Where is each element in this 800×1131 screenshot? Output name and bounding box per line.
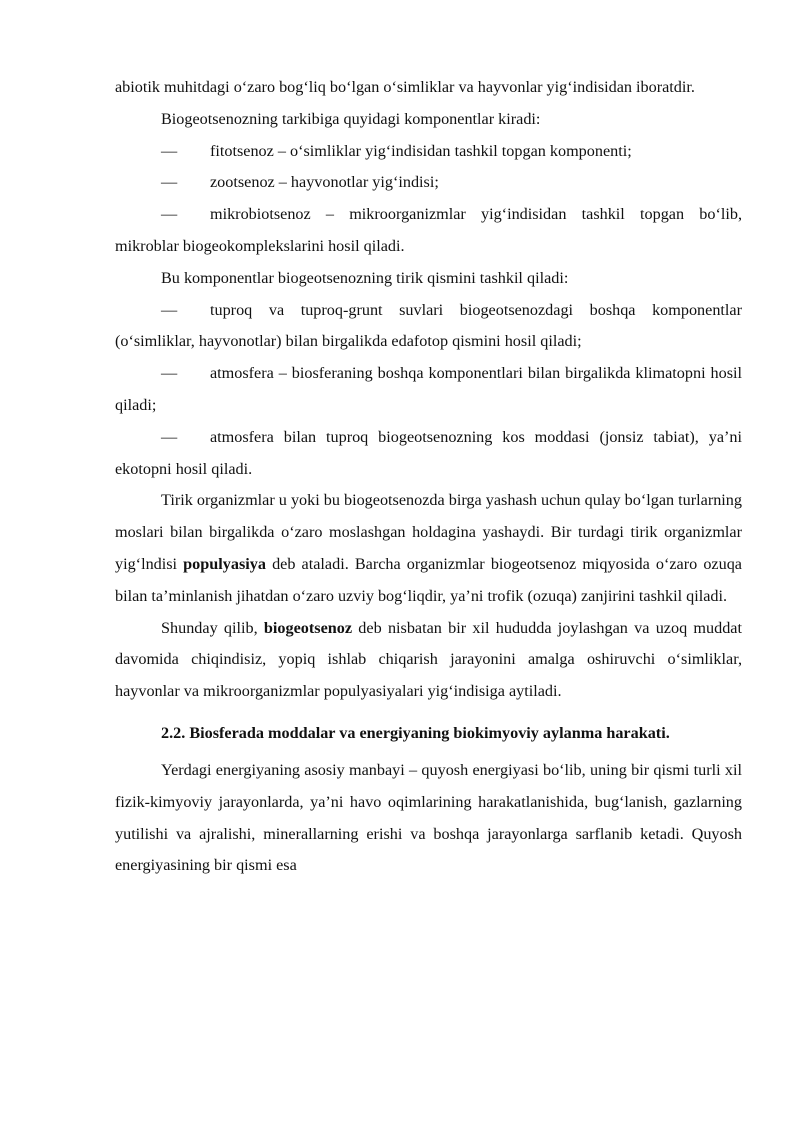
paragraph-biogeotsenoz-definition: Shunday qilib, biogeotsenoz deb nisbatan bir xil hududda joylashgan va uzoq muddat davomida chiqindisiz, yopiq ishlab chiqarish jarayonini amalga oshiruvchi o‘simliklar, hayvonlar va mikroorganizmlar populyasiyalari yig‘indisiga aytiladi. — [115, 618, 742, 701]
list-item-ekotop: — atmosfera bilan tuproq biogeotsenozning kos moddasi (jonsiz tabiat), ya’ni ekotopni hosil qiladi. — [115, 422, 742, 486]
section-heading: 2.2. Biosferada moddalar va energiyaning biokimyoviy aylanma harakati. — [161, 723, 670, 742]
paragraph-components-intro: Biogeotsenozning tarkibiga quyidagi komponentlar kiradi: — [161, 109, 541, 128]
paragraph-populyasiya: Tirik organizmlar u yoki bu biogeotsenozda birga yashash uchun qulay bo‘lgan turlarning moslari bilan birgalikda o‘zaro moslashgan holdagina yashaydi. Bir turdagi tirik organizmlar yig‘lndisi populyasiya deb ataladi. Barcha organizmlar biogeotsenoz miqyosida o‘zaro ozuqa bilan ta’minlanish jihatdan o‘zaro uzviy bog‘liqdir, ya’ni trofik (ozuqa) zanjirini tashkil qiladi. — [115, 491, 742, 605]
dash-marker: — — [161, 364, 178, 383]
paragraph-living-part: Bu komponentlar biogeotsenozning tirik qismini tashkil qiladi: — [161, 268, 569, 287]
list-item-zootsenoz: — zootsenoz – hayvonotlar yig‘indisi; — [115, 167, 742, 199]
dash-marker: — — [161, 173, 178, 192]
dash-marker: — — [161, 205, 178, 224]
list-item-atmosfera-klimatop: — atmosfera – biosferaning boshqa komponentlari bilan birgalikda klimatopni hosil qiladi; — [115, 358, 742, 422]
list-item-tuproq: — tuproq va tuproq-grunt suvlari biogeotsenozdagi boshqa komponentlar (o‘simliklar, hayvonotlar) bilan birgalikda edafotop qismini hosil qiladi; — [115, 295, 742, 359]
paragraph-continuation: abiotik muhitdagi o‘zaro bog‘liq bo‘lgan o‘simliklar va hayvonlar yig‘indisidan iboratdir. — [115, 78, 695, 96]
dash-marker: — — [161, 141, 178, 160]
dash-marker: — — [161, 300, 178, 319]
list-item-mikrobiotsenoz: — mikrobiotsenoz – mikroorganizmlar yig‘indisidan tashkil topgan bo‘lib, mikroblar biogeokomplekslarini hosil qiladi. — [115, 199, 742, 263]
page-content — [115, 72, 742, 882]
paragraph-energy-source: Yerdagi energiyaning asosiy manbayi – quyosh energiyasi bo‘lib, uning bir qismi turli xil fizik-kimyoviy jarayonlarda, ya’ni havo oqimlarining harakatlanishida, bug‘lanish, gazlarning yutilishi va ajralishi, minerallarning erishi va boshqa jarayonlarga sarflanib ketadi. Quyosh energiyasining bir qismi esa — [115, 760, 742, 875]
term-populyasiya: populyasiya — [183, 554, 266, 573]
list-item-fitotsenoz: — fitotsenoz – o‘simliklar yig‘indisidan tashkil topgan komponenti; — [115, 136, 742, 168]
dash-marker: — — [161, 427, 178, 446]
term-biogeotsenoz: biogeotsenoz — [263, 618, 353, 637]
